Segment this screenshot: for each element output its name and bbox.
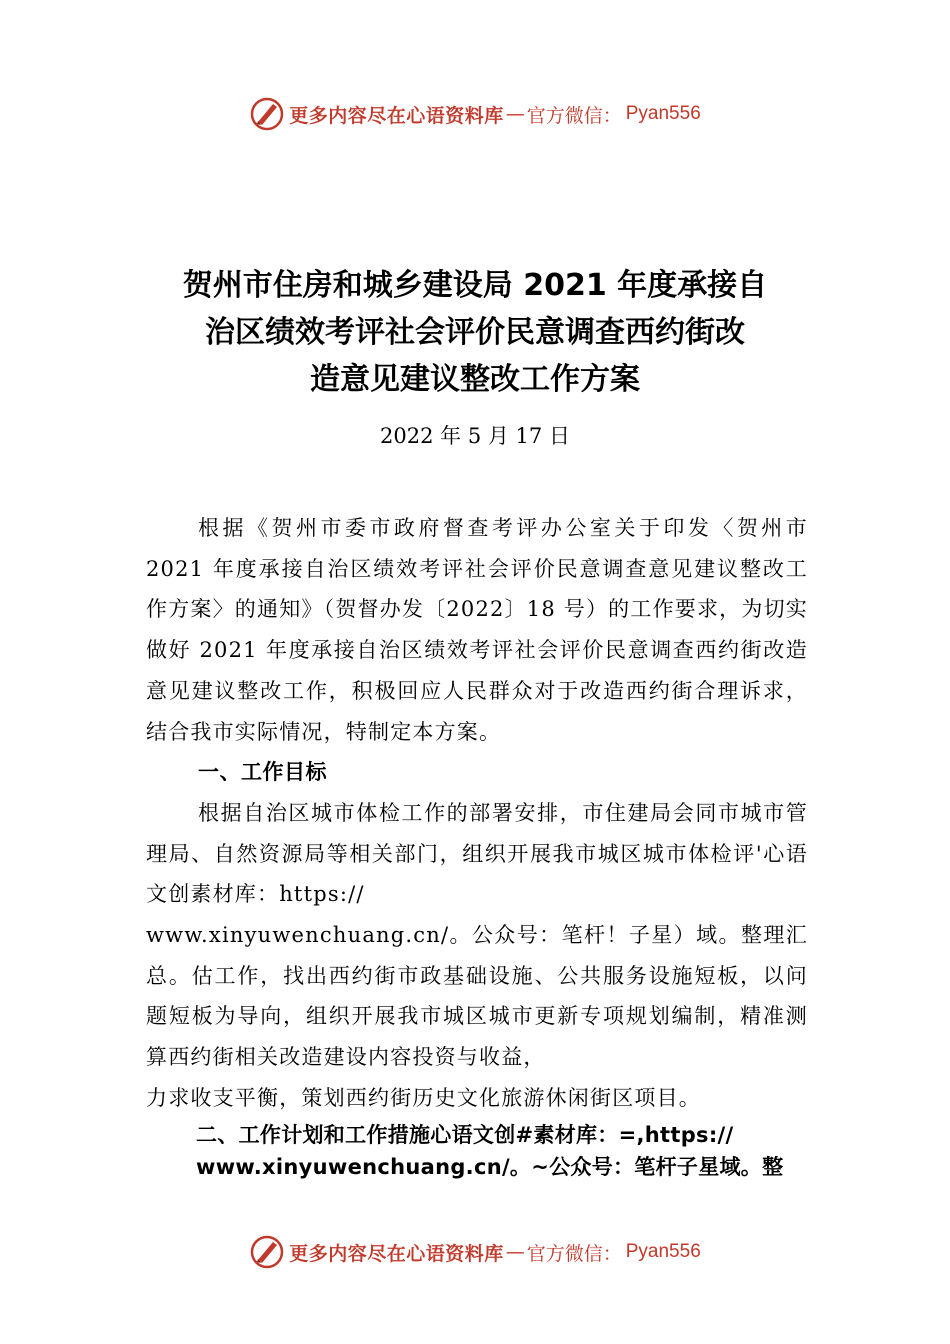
section1-paragraph-cont: www.xinyuwenchuang.cn/。公众号：笔杆！子星）域。整理汇总。估工作，找出西约街市政基础设施、公共服务设施短板，以问题短板为导向，组织开展我市城区城市更新专项规划编制，精准测算西约街相关改造建设内容投资与收益，: [146, 923, 808, 1070]
document-title: [140, 262, 810, 403]
document-body: [146, 508, 808, 1183]
title-line: 治区绩效考评社会评价民意调查西约街改: [205, 315, 745, 350]
section1-paragraph-end: 力求收支平衡，策划西约街历史文化旅游休闲街区项目。: [146, 1085, 701, 1110]
intro-paragraph: 根据《贺州市委市政府督查考评办公室关于印发〈贺州市 2021 年度承接自治区绩效考评社会评价民意调查意见建议整改工作方案〉的通知》（贺督办发〔2022〕18 号）的工作要求，为切实做好 2021 年度承接自治区绩效考评社会评价民意调查西约街改造意见建议整改工作，积极回应人民群众对于改造西约街合理诉求，结合我市实际情况，特制定本方案。: [146, 516, 808, 744]
watermark-separator: —: [505, 1241, 525, 1263]
title-line: 造意见建议整改工作方案: [310, 362, 640, 397]
section1-heading: 一、工作目标: [198, 760, 327, 785]
pen-seal-icon: [249, 1234, 285, 1270]
watermark-wechat-id: Pyan556: [625, 103, 701, 124]
watermark-banner-top: [0, 94, 950, 134]
section2-heading-line: 二、工作计划和工作措施心语文创#素材库：=,https://: [196, 1122, 734, 1147]
watermark-banner-bottom: [0, 1232, 950, 1272]
watermark-text: 更多内容尽在心语资料库: [289, 1242, 504, 1265]
watermark-separator: —: [505, 103, 525, 125]
watermark-wechat-label: 官方微信：: [526, 1242, 622, 1265]
section2-heading-line: www.xinyuwenchuang.cn/。~公众号：笔杆子星域。整: [196, 1154, 784, 1179]
document-date: 2022 年 5 月 17 日: [380, 424, 570, 448]
section2-heading: [196, 1119, 836, 1183]
title-line: 贺州市住房和城乡建设局 2021 年度承接自: [182, 268, 768, 303]
watermark-text: 更多内容尽在心语资料库: [289, 104, 504, 127]
watermark-wechat-label: 官方微信：: [526, 104, 622, 127]
section1-paragraph: 根据自治区城市体检工作的部署安排，市住建局会同市城市管理局、自然资源局等相关部门，组织开展我市城区城市体检评'心语文创素材库：https://: [146, 800, 808, 907]
watermark-wechat-id: Pyan556: [625, 1241, 701, 1262]
pen-seal-icon: [249, 96, 285, 132]
